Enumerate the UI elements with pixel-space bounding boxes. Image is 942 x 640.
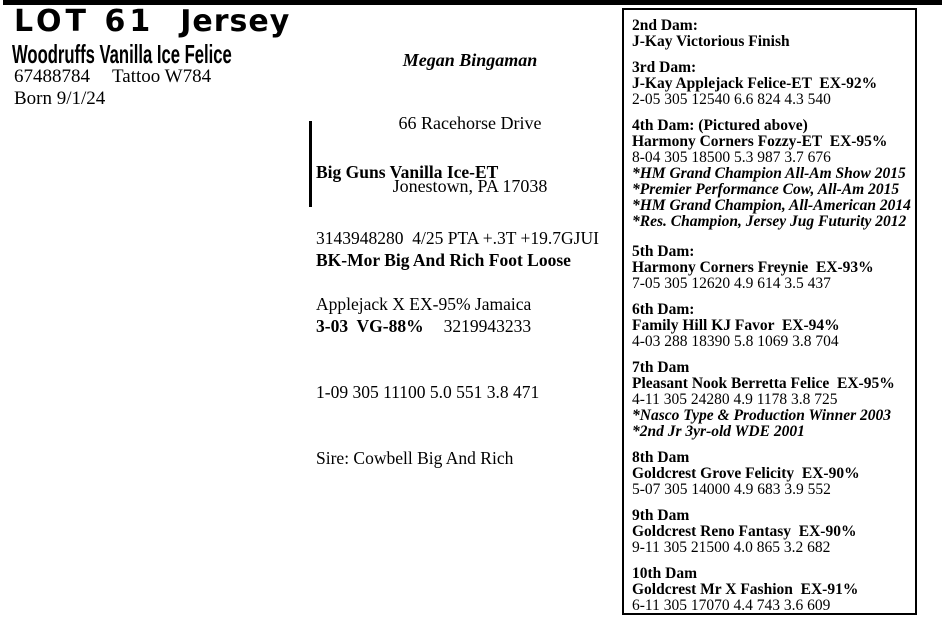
dam-generation-record: 8-04 305 18500 5.3 987 3.7 676 xyxy=(632,149,831,166)
pedigree-bracket-line xyxy=(309,121,312,207)
dam-generation-block-6 xyxy=(632,450,915,498)
sire-reg-pta: 3143948280 4/25 PTA +.3T +19.7GJUI xyxy=(316,228,599,248)
dam-generation-name: Harmony Corners Fozzy-ET EX-95% xyxy=(632,133,888,150)
dam-generation-name: J-Kay Applejack Felice-ET EX-92% xyxy=(632,75,878,92)
sire-breeding: Applejack X EX-95% Jamaica xyxy=(316,294,532,314)
dam-generation-record: 5-07 305 14000 4.9 683 3.9 552 xyxy=(632,481,831,498)
dam-generation-title: 8th Dam xyxy=(632,449,690,466)
dam-generation-award: *2nd Jr 3yr-old WDE 2001 xyxy=(632,423,805,440)
dam-generation-record: 6-11 305 17070 4.4 743 3.6 609 xyxy=(632,597,831,614)
dam-generation-title: 2nd Dam: xyxy=(632,17,698,34)
dam-generation-title: 7th Dam xyxy=(632,359,690,376)
dam-generation-name: Goldcrest Mr X Fashion EX-91% xyxy=(632,581,859,598)
dam-generation-name: Goldcrest Reno Fantasy EX-90% xyxy=(632,523,857,540)
registration-number: 67488784 xyxy=(14,66,90,87)
dam-generation-block-2 xyxy=(632,118,915,230)
dam-generation-block-5 xyxy=(632,360,915,440)
dam-generation-name: Harmony Corners Freynie EX-93% xyxy=(632,259,874,276)
dam-age-score: 3-03 VG-88% xyxy=(316,316,424,336)
dam-block-main xyxy=(316,205,571,491)
breed-label: Jersey xyxy=(180,4,291,39)
dam-generation-block-3 xyxy=(632,244,915,292)
sire-name: Big Guns Vanilla Ice-ET xyxy=(316,162,499,182)
dam-generation-name: J-Kay Victorious Finish xyxy=(632,33,790,50)
dam-generation-name: Goldcrest Grove Felicity EX-90% xyxy=(632,465,860,482)
dam-generation-title: 5th Dam: xyxy=(632,243,695,260)
consignor-address-line1: 66 Racehorse Drive xyxy=(398,113,542,133)
dam-generation-title: 4th Dam: (Pictured above) xyxy=(632,117,808,134)
lot-number: LOT 61 xyxy=(14,4,155,39)
dam-sire-line: Sire: Cowbell Big And Rich xyxy=(316,448,514,468)
dam-generation-record: 4-11 305 24280 4.9 1178 3.8 725 xyxy=(632,391,838,408)
dam-generation-block-1 xyxy=(632,60,915,108)
dam-box xyxy=(622,8,917,615)
dam-generation-award: *HM Grand Champion, All-American 2014 xyxy=(632,197,911,214)
dam-generation-award: *Res. Champion, Jersey Jug Futurity 2012 xyxy=(632,213,907,230)
dam-name: BK-Mor Big And Rich Foot Loose xyxy=(316,250,571,270)
dam-generation-block-4 xyxy=(632,302,915,350)
dam-registration-number: 3219943233 xyxy=(443,316,532,336)
consignor-name: Megan Bingaman xyxy=(402,50,538,70)
birth-date: Born 9/1/24 xyxy=(14,88,106,109)
dam-generation-record: 2-05 305 12540 6.6 824 4.3 540 xyxy=(632,91,831,108)
dam-generation-title: 9th Dam xyxy=(632,507,690,524)
lot-title xyxy=(14,4,290,39)
registration-line xyxy=(14,66,211,88)
dam-generation-record: 4-03 288 18390 5.8 1069 3.8 704 xyxy=(632,333,839,350)
dam-generation-block-0 xyxy=(632,18,915,50)
dam-score-line xyxy=(316,315,571,337)
dam-generation-title: 3rd Dam: xyxy=(632,59,697,76)
dam-generation-title: 6th Dam: xyxy=(632,301,695,318)
dam-generation-block-7 xyxy=(632,508,915,556)
dam-generation-record: 7-05 305 12620 4.9 614 3.5 437 xyxy=(632,275,831,292)
dam-generation-block-8 xyxy=(632,566,915,614)
dam-generation-award: *HM Grand Champion All-Am Show 2015 xyxy=(632,165,906,182)
consignor-address-line2: Jonestown, PA 17038 xyxy=(392,176,548,196)
dam-generation-name: Family Hill KJ Favor EX-94% xyxy=(632,317,840,334)
dam-generation-name: Pleasant Nook Berretta Felice EX-95% xyxy=(632,375,895,392)
animal-name: Woodruffs Vanilla Ice Felice xyxy=(12,39,232,69)
dam-generation-award: *Nasco Type & Production Winner 2003 xyxy=(632,407,892,424)
dam-generation-award: *Premier Performance Cow, All-Am 2015 xyxy=(632,181,900,198)
dam-generation-title: 10th Dam xyxy=(632,565,698,582)
dam-generation-record: 9-11 305 21500 4.0 865 3.2 682 xyxy=(632,539,831,556)
tattoo-label: Tattoo W784 xyxy=(112,66,212,87)
dam-record: 1-09 305 11100 5.0 551 3.8 471 xyxy=(316,382,540,402)
